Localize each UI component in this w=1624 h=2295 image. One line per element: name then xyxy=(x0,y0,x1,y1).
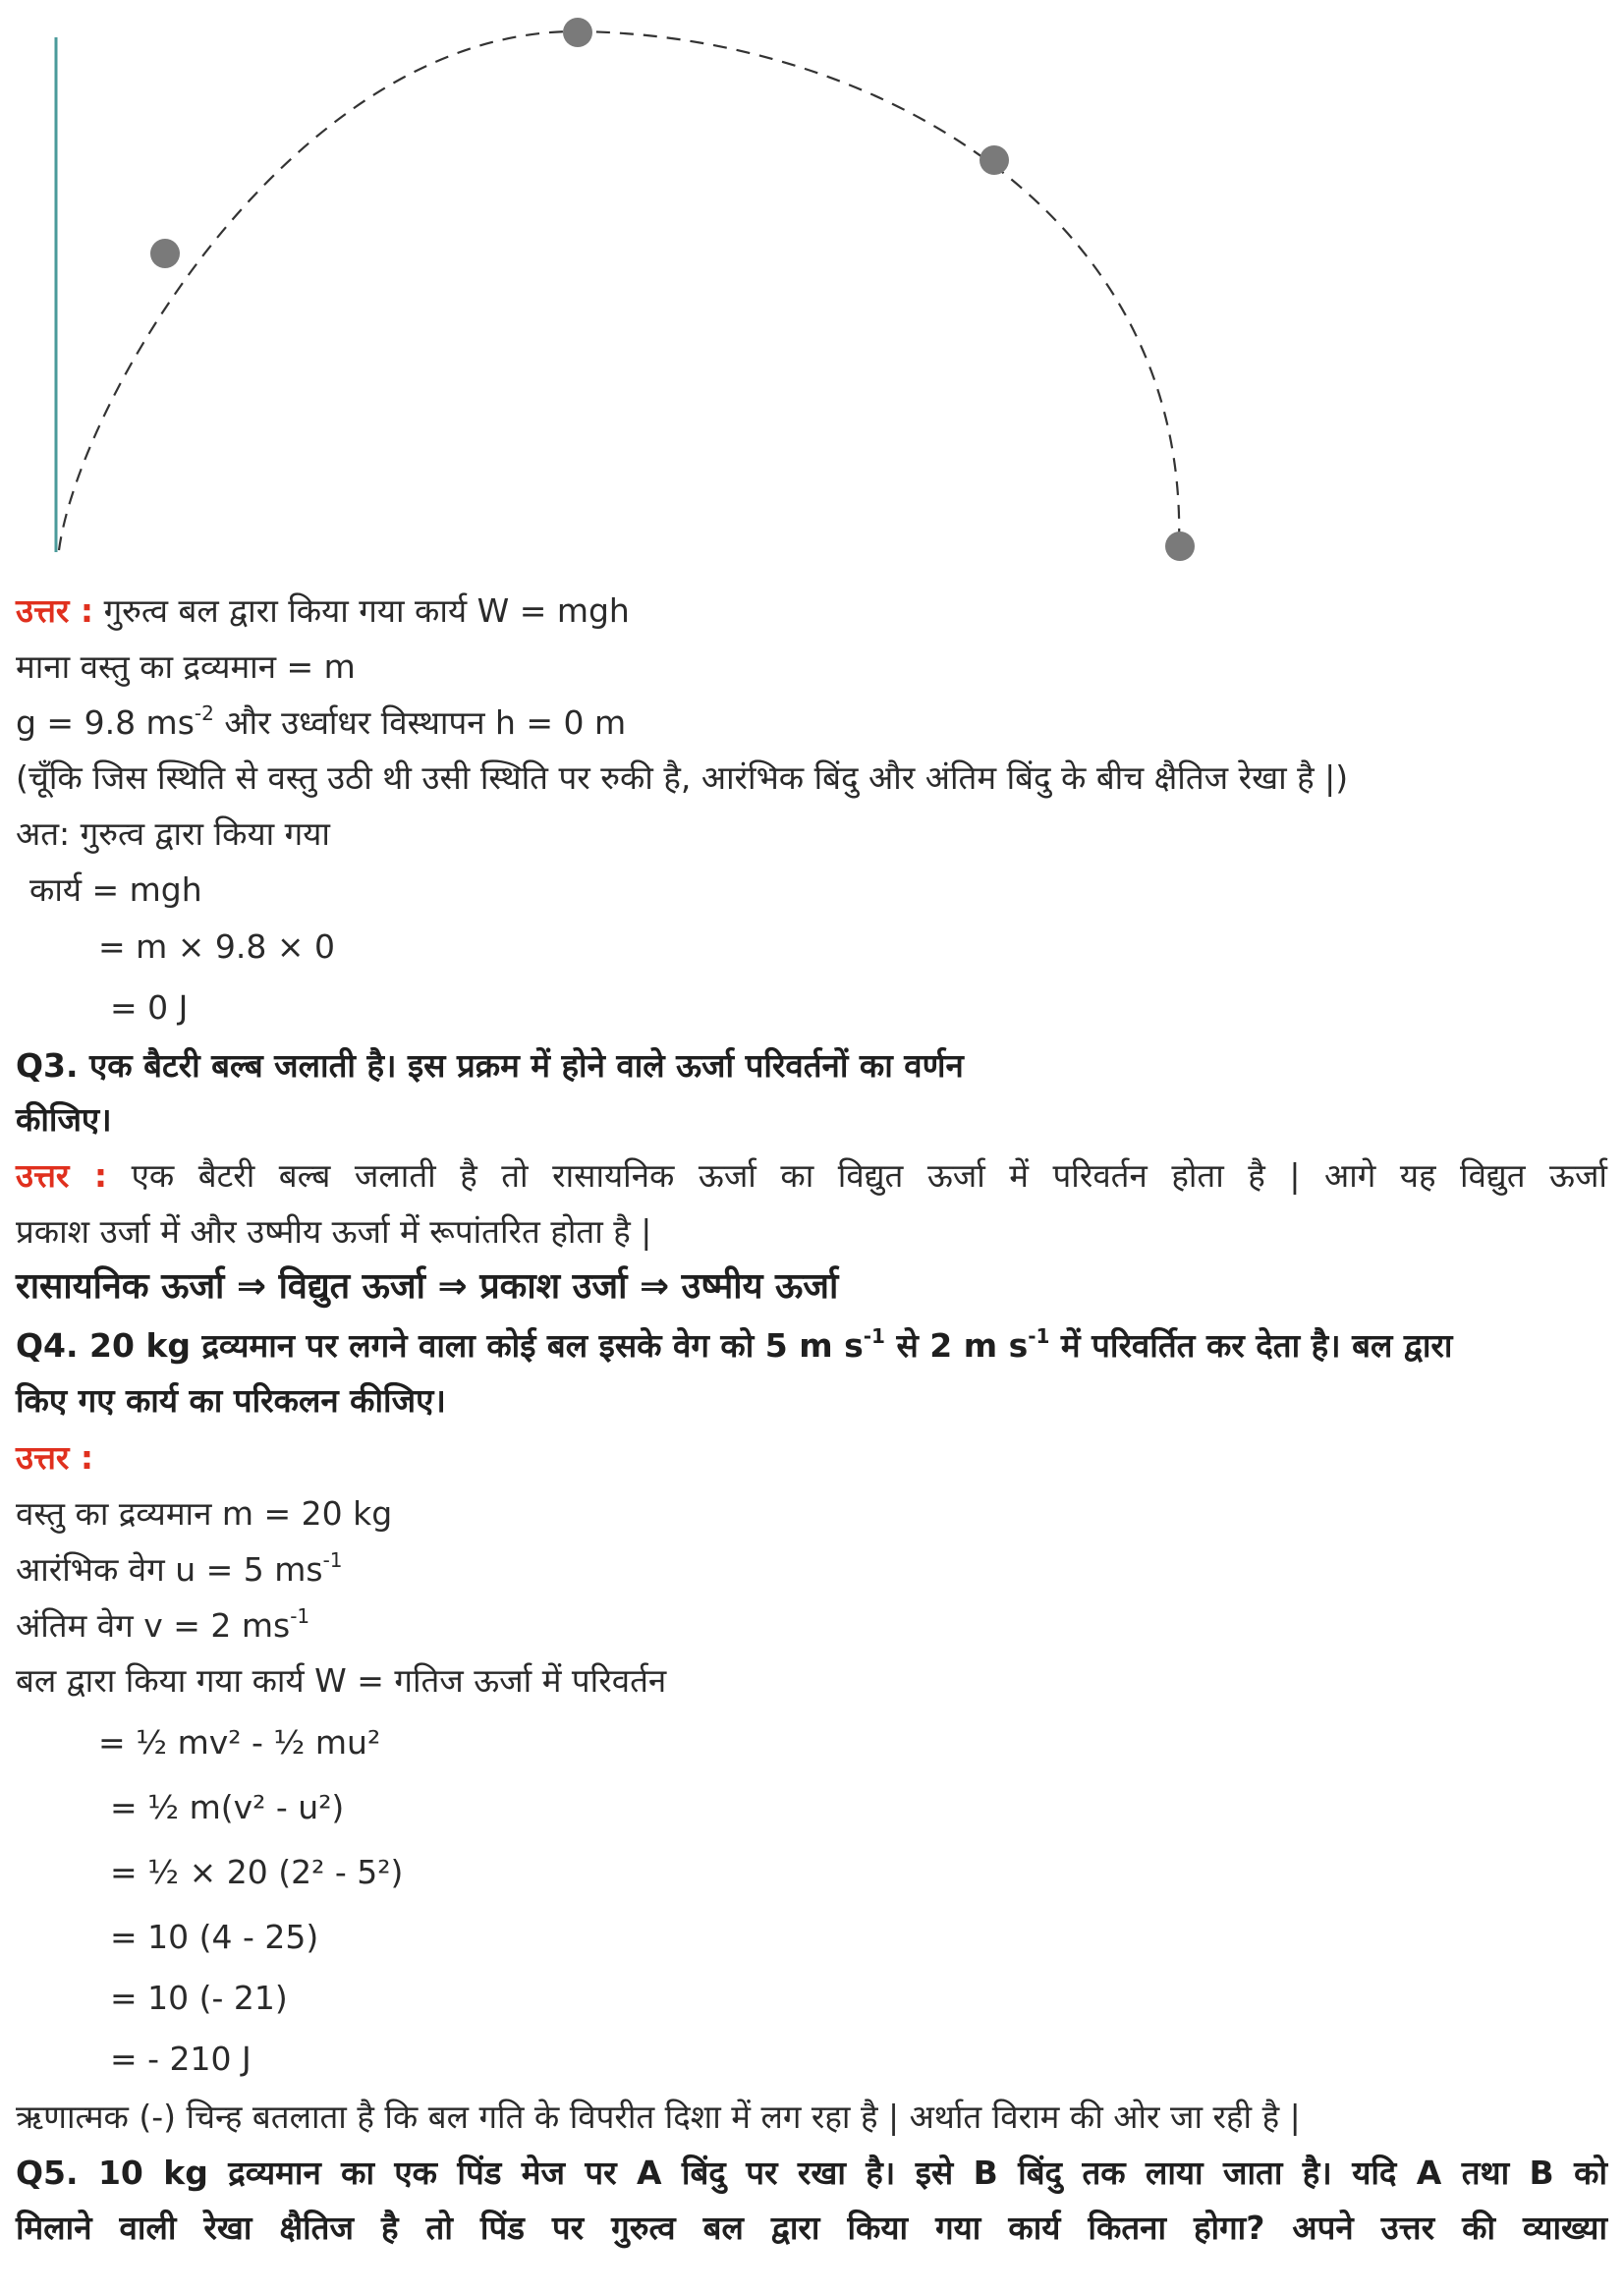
q3-answer-line-1: उत्तर : एक बैटरी बल्ब जलाती है तो रासायनिक ऊर्जा का विद्युत ऊर्जा में परिवर्तन होता है | आगे यह विद्युत ऊर्जा xyxy=(16,1156,1607,1195)
q3-question-line-1: Q3. एक बैटरी बल्ब जलाती है। इस प्रक्रम में होने वाले ऊर्जा परिवर्तनों का वर्णन xyxy=(16,1046,964,1085)
q4-equation-step-3: = ½ × 20 (2² - 5²) xyxy=(110,1853,404,1891)
q2-answer-line-5: अत: गुरुत्व द्वारा किया गया xyxy=(16,814,330,853)
answer-label: उत्तर : xyxy=(16,1156,108,1195)
trajectory-diagram xyxy=(0,0,1624,570)
q4-initial-velocity: आरंभिक वेग u = 5 $ms^{-1}$ xyxy=(16,1548,343,1589)
q4-sign-note: ऋणात्मक (-) चिन्ह बतलाता है कि बल गति के विपरीत दिशा में लग रहा है | अर्थात विराम की ओर जा रही है | xyxy=(16,2098,1301,2136)
q4-equation-step-6: = - 210 J xyxy=(110,2040,252,2078)
q2-answer-line-3: g = 9.8 $ms^{-2}$ और उर्ध्वाधर विस्थापन h = 0 m xyxy=(16,701,627,742)
q4-equation-step-2: = ½ m(v² - u²) xyxy=(110,1788,345,1826)
q2-answer-line-8: = 0 J xyxy=(110,988,189,1027)
trajectory-point-2 xyxy=(563,18,592,47)
q4-equation-step-5: = 10 (- 21) xyxy=(110,1979,288,2017)
q4-work-definition: बल द्वारा किया गया कार्य W = गतिज ऊर्जा में परिवर्तन xyxy=(16,1661,667,1700)
q3-question-line-2: कीजिए। xyxy=(16,1100,112,1139)
answer-label: उत्तर : xyxy=(16,1438,94,1477)
q4-question-line-2: किए गए कार्य का परिकलन कीजिए। xyxy=(16,1381,446,1420)
q2-answer-line-4: (चूँकि जिस स्थिति से वस्तु उठी थी उसी स्थिति पर रुकी है, आरंभिक बिंदु और अंतिम बिंदु के बीच क्षैतिज रेखा है |) xyxy=(16,758,1349,797)
q2-answer-line-6: कार्य = mgh xyxy=(29,870,202,909)
energy-conversion-chain: रासायनिक ऊर्जा ⇒ विद्युत ऊर्जा ⇒ प्रकाश उर्जा ⇒ उष्मीय ऊर्जा xyxy=(16,1266,839,1307)
q5-question-line-1: Q5. 10 kg द्रव्यमान का एक पिंड मेज पर A बिंदु पर रखा है। इसे B बिंदु तक लाया जाता है। यदि A तथा B को xyxy=(16,2154,1607,2192)
q5-question-line-2: मिलाने वाली रेखा क्षैतिज है तो पिंड पर गुरुत्व बल द्वारा किया गया कार्य कितना होगा? अपने उत्तर की व्याख्या xyxy=(16,2209,1607,2247)
q4-question-line-1: Q4. 20 kg द्रव्यमान पर लगने वाला कोई बल इसके वेग को 5 m $s^{-1}$ से 2 m $s^{-1}$ में परिवर्तित कर देता है। बल द्वारा xyxy=(16,1324,1453,1365)
q4-equation-step-1: = ½ mv² - ½ mu² xyxy=(98,1723,381,1762)
dashed-trajectory-arc xyxy=(59,31,1179,550)
q2-answer-line-2: माना वस्तु का द्रव्यमान = m xyxy=(16,647,356,686)
q4-mass: वस्तु का द्रव्यमान m = 20 kg xyxy=(16,1494,393,1533)
trajectory-point-3 xyxy=(980,145,1009,175)
trajectory-point-4 xyxy=(1165,532,1195,561)
q3-answer-line-2: प्रकाश उर्जा में और उष्मीय ऊर्जा में रूपांतरित होता है | xyxy=(16,1212,652,1251)
q4-answer-label xyxy=(16,1436,93,1480)
q2-answer-line-1: उत्तर : गुरुत्व बल द्वारा किया गया कार्य W = mgh xyxy=(16,591,630,630)
trajectory-point-1 xyxy=(150,239,180,268)
q2-answer-line-7: = m × 9.8 × 0 xyxy=(98,927,336,966)
q4-equation-step-4: = 10 (4 - 25) xyxy=(110,1918,319,1956)
answer-label: उत्तर : xyxy=(16,591,94,630)
q4-final-velocity: अंतिम वेग v = 2 $ms^{-1}$ xyxy=(16,1604,310,1645)
